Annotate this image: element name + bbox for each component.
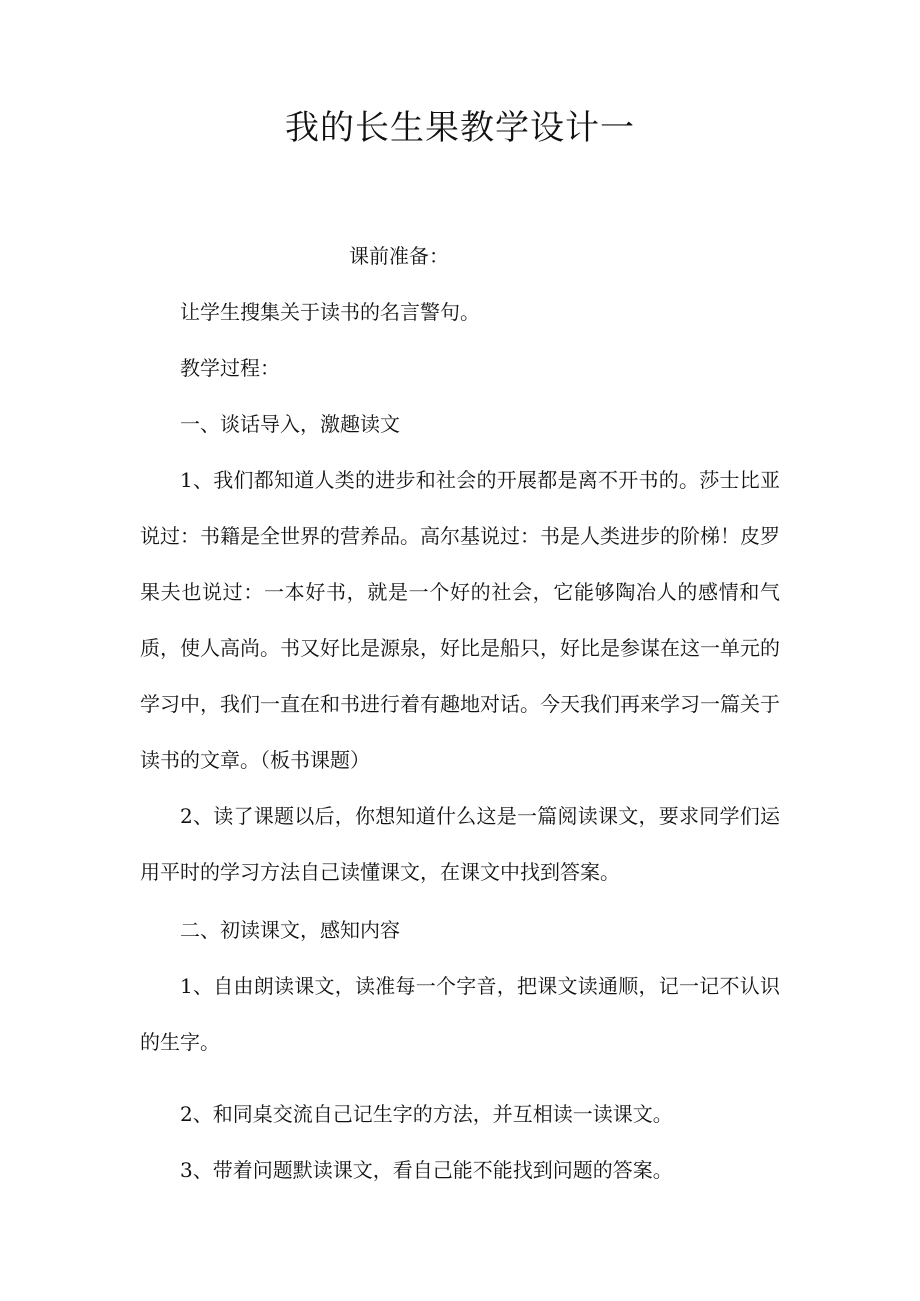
section1-paragraph-2: 2、读了课题以后，你想知道什么这是一篇阅读课文，要求同学们运用平时的学习方法自己读懂课文，在课文中找到答案。 bbox=[140, 804, 780, 884]
prep-text: 让学生搜集关于读书的名言警句。 bbox=[180, 300, 480, 324]
section1-paragraph-1: 1、我们都知道人类的进步和社会的开展都是离不开书的。莎士比亚说过：书籍是全世界的营养品。高尔基说过：书是人类进步的阶梯！皮罗果夫也说过：一本好书，就是一个好的社会，它能够陶冶人的感情和气质，使人高尚。书又好比是源泉，好比是船只，好比是参谋在这一单元的学习中，我们一直在和书进行着有趣地对话。今天我们再来学习一篇关于读书的文章。（板书课题） bbox=[140, 468, 780, 772]
section2-paragraph-3: 3、带着问题默读课文，看自己能不能找到问题的答案。 bbox=[180, 1158, 673, 1182]
prep-heading: 课前准备： bbox=[349, 244, 449, 268]
section2-paragraph-1: 1、自由朗读课文，读准每一个字音，把课文读通顺，记一记不认识的生字。 bbox=[140, 974, 780, 1054]
process-heading: 教学过程： bbox=[180, 356, 280, 380]
document-title: 我的长生果教学设计一 bbox=[285, 108, 635, 148]
section2-paragraph-2: 2、和同桌交流自己记生字的方法，并互相读一读课文。 bbox=[180, 1102, 673, 1126]
section2-heading: 二、初读课文，感知内容 bbox=[180, 918, 400, 942]
section1-heading: 一、谈话导入，激趣读文 bbox=[180, 412, 400, 436]
